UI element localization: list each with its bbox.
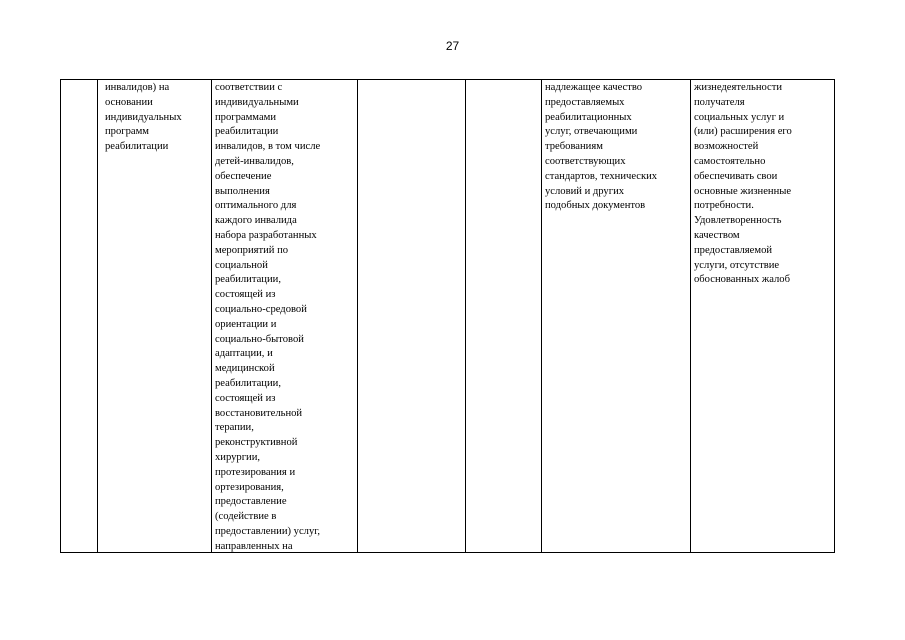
table-cell-recipients: инвалидов) на основании индивидуальных программ реабилитации <box>105 82 182 153</box>
table-cell-evaluation: жизнедеятельности получателя социальных услуг и (или) расширения его возможностей самостоятельно обеспечивать свои основные жизненные потребности. Удовлетворенность качеством предоставляемой услуги, отсутствие обоснованных жалоб <box>694 82 792 286</box>
table-cell-service-description: соответствии с индивидуальными программами реабилитации инвалидов, в том числе детей-инвалидов, обеспечение выполнения оптимального для каждого инвалида набора разработанных мероприятий по социальной реабилитации, состоящей из социально-средовой ориентации и социально-бытовой адаптации, и медицинской реабилитации, состоящей из восстановительной терапии, реконструктивной хирургии, протезирования и ортезирования, предоставление (содействие в предоставлении) услуг, направленных на <box>215 82 321 552</box>
page-number: 27 <box>445 39 460 53</box>
column-divider <box>541 80 542 552</box>
table-border-right <box>834 80 835 552</box>
services-table <box>60 79 835 553</box>
column-divider <box>465 80 466 552</box>
column-divider <box>357 80 358 552</box>
column-divider <box>211 80 212 552</box>
table-cell-quality-standards: надлежащее качество предоставляемых реабилитационных услуг, отвечающими требованиям соответствующих стандартов, технических условий и других подобных документов <box>545 82 658 212</box>
column-divider <box>690 80 691 552</box>
column-divider <box>97 80 98 552</box>
table-border-left <box>60 80 61 552</box>
